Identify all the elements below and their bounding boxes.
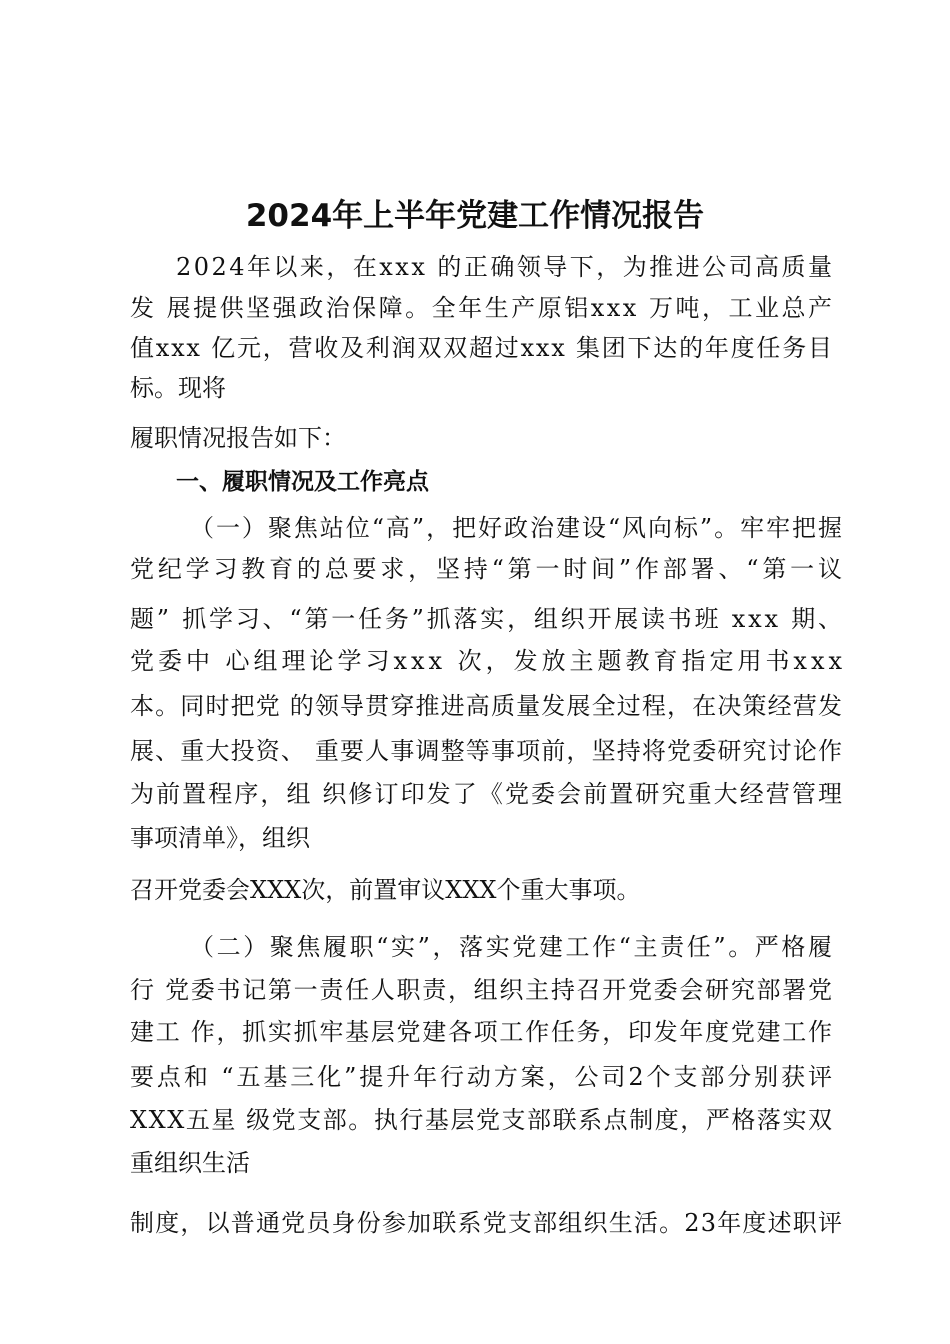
paragraph-line: 建工 作，抓实抓牢基层党建各项工作任务，印发年度党建工作: [130, 1018, 834, 1046]
paragraph-line: 召开党委会XXX次，前置审议XXX个重大事项。: [130, 876, 641, 904]
paragraph-line: 标。现将: [130, 374, 226, 402]
paragraph-line: 党委中 心组理论学习xxx 次，发放主题教育指定用书xxx: [130, 647, 846, 675]
paragraph-line: 重组织生活: [130, 1149, 250, 1177]
paragraph-line: 发 展提供坚强政治保障。全年生产原铝xxx 万吨，工业总产: [130, 294, 835, 322]
paragraph-line: 事项清单》，组织: [130, 824, 310, 852]
paragraph-line: 履职情况报告如下：: [130, 424, 346, 452]
paragraph-line: 制度，以普通党员身份参加联系党支部组织生活。23年度述职评: [130, 1209, 844, 1237]
paragraph-line: 本。同时把党 的领导贯穿推进高质量发展全过程，在决策经营发: [130, 692, 844, 720]
paragraph-line: 党纪学习教育的总要求，坚持“第一时间”作部署、“第一议: [130, 555, 846, 583]
paragraph-line: 展、重大投资、 重要人事调整等事项前，坚持将党委研究讨论作: [130, 737, 844, 765]
paragraph-line: 为前置程序，组 织修订印发了《党委会前置研究重大经营管理: [130, 780, 845, 808]
document-title: 2024年上半年党建工作情况报告: [245, 198, 705, 234]
paragraph-line: 要点和 “五基三化”提升年行动方案，公司2个支部分别获评: [130, 1063, 835, 1091]
section-heading: 一、履职情况及工作亮点: [176, 469, 429, 495]
paragraph-line: 题” 抓学习、“第一任务”抓落实，组织开展读书班 xxx 期、: [130, 605, 845, 633]
paragraph-line: 2024年以来，在xxx 的正确领导下，为推进公司高质量: [176, 253, 835, 281]
paragraph-line: （二）聚焦履职“实”，落实党建工作“主责任”。严格履: [190, 933, 835, 961]
paragraph-line: 行 党委书记第一责任人职责，组织主持召开党委会研究部署党: [130, 976, 834, 1004]
paragraph-line: 值xxx 亿元，营收及利润双双超过xxx 集团下达的年度任务目: [130, 334, 834, 362]
paragraph-line: （一）聚焦站位“高”，把好政治建设“风向标”。牢牢把握: [190, 514, 844, 542]
paragraph-line: XXX五星 级党支部。执行基层党支部联系点制度，严格落实双: [130, 1106, 834, 1134]
